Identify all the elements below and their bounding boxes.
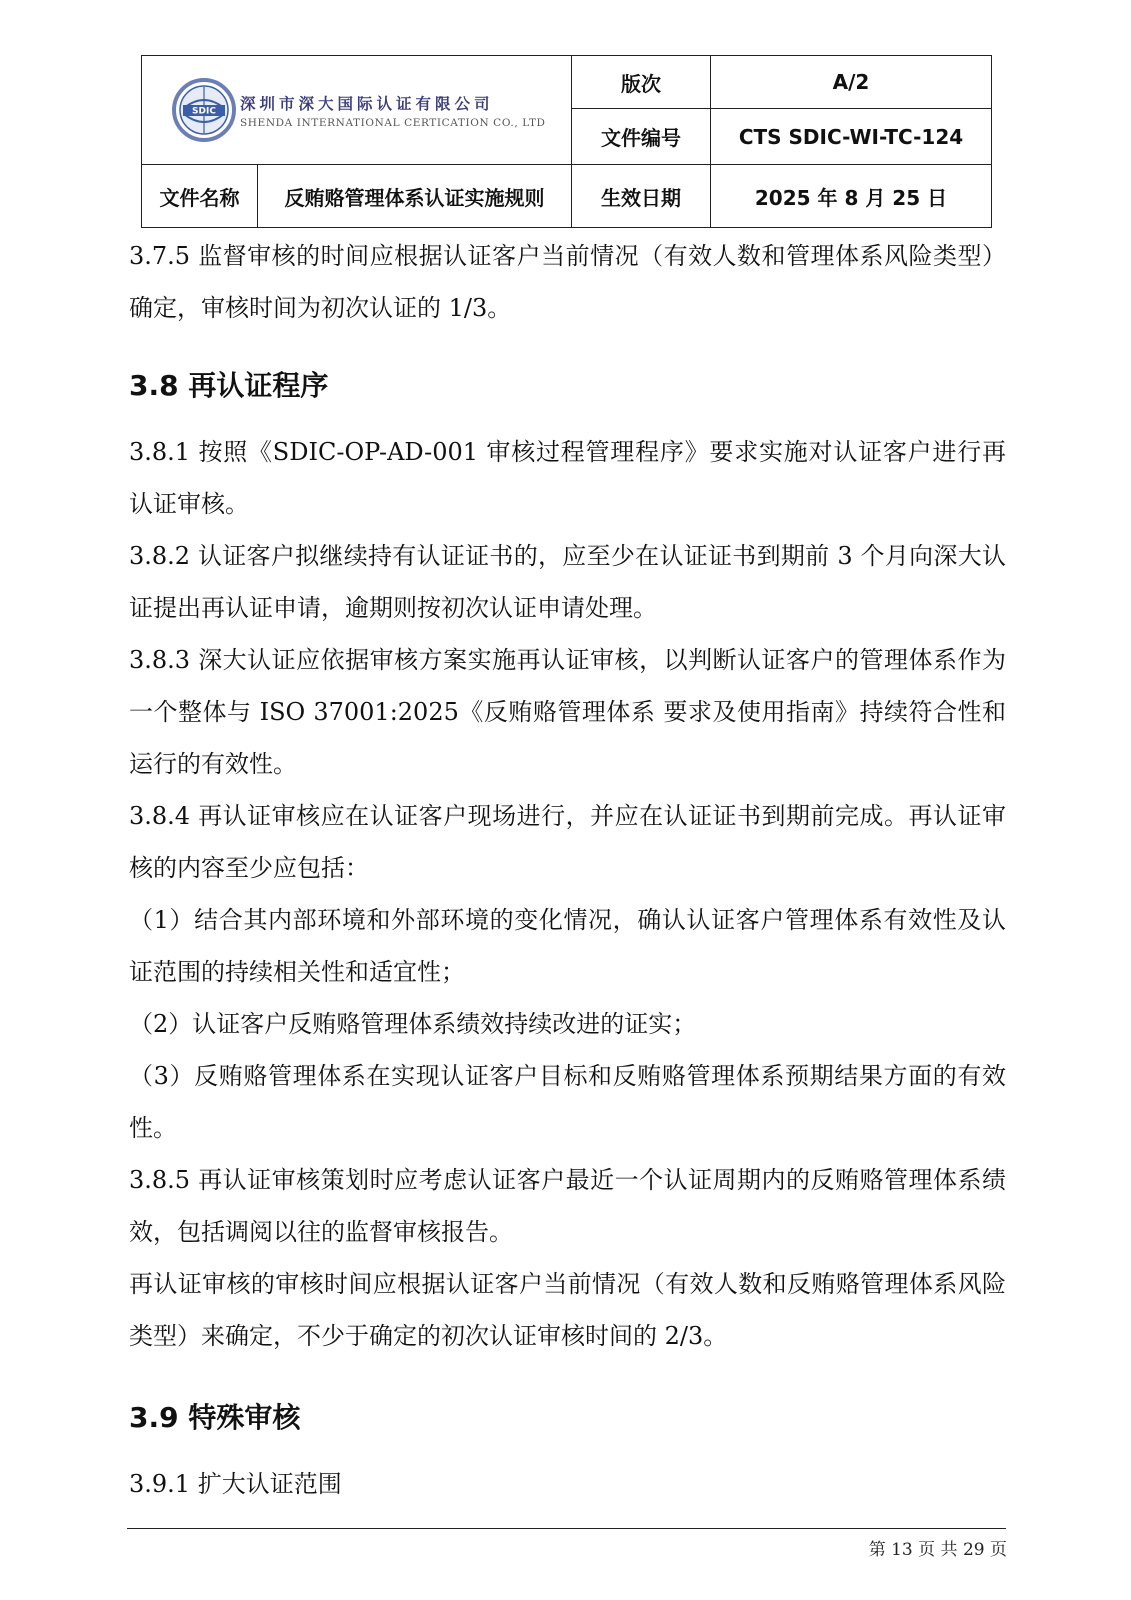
paragraph-3-9-1: 3.9.1 扩大认证范围 — [129, 1470, 342, 1498]
section-heading-3-9: 3.9 特殊审核 — [129, 1401, 301, 1434]
company-name-en: SHENDA INTERNATIONAL CERTICATION CO., LTD — [240, 116, 546, 129]
document-header-table — [141, 55, 992, 228]
version-label: 版次 — [572, 56, 711, 109]
doc-name-label: 文件名称 — [142, 165, 258, 228]
paragraph-recert-time: 再认证审核的审核时间应根据认证客户当前情况（有效人数和反贿赂管理体系风险类型）来确定，不少于确定的初次认证审核时间的 2/3。 — [129, 1270, 1006, 1350]
footer-divider — [127, 1528, 1006, 1529]
paragraph-3-8-2: 3.8.2 认证客户拟继续持有认证证书的，应至少在认证证书到期前 3 个月向深大认证提出再认证申请，逾期则按初次认证申请处理。 — [129, 542, 1006, 622]
effective-date-label: 生效日期 — [572, 165, 711, 228]
company-logo-cell — [142, 56, 572, 165]
doc-name-value: 反贿赂管理体系认证实施规则 — [258, 165, 572, 228]
doc-number-value: CTS SDIC-WI-TC-124 — [711, 109, 992, 165]
doc-number-label: 文件编号 — [572, 109, 711, 165]
section-heading-3-8: 3.8 再认证程序 — [129, 369, 329, 402]
paragraph-3-8-1: 3.8.1 按照《SDIC-OP-AD-001 审核过程管理程序》要求实施对认证客户进行再认证审核。 — [129, 438, 1006, 518]
document-body — [129, 230, 1006, 1510]
page-number: 第 13 页 共 29 页 — [868, 1540, 1007, 1560]
list-item-3: （3）反贿赂管理体系在实现认证客户目标和反贿赂管理体系预期结果方面的有效性。 — [129, 1062, 1006, 1142]
list-item-2: （2）认证客户反贿赂管理体系绩效持续改进的证实； — [129, 1010, 697, 1038]
paragraph-3-7-5: 3.7.5 监督审核的时间应根据认证客户当前情况（有效人数和管理体系风险类型）确定，审核时间为初次认证的 1/3。 — [129, 242, 1006, 322]
company-logo — [172, 78, 236, 142]
version-value: A/2 — [711, 56, 992, 109]
list-item-1: （1）结合其内部环境和外部环境的变化情况，确认认证客户管理体系有效性及认证范围的持续相关性和适宜性； — [129, 906, 1006, 986]
company-name-cn: 深圳市深大国际认证有限公司 — [240, 93, 494, 113]
paragraph-3-8-5: 3.8.5 再认证审核策划时应考虑认证客户最近一个认证周期内的反贿赂管理体系绩效，包括调阅以往的监督审核报告。 — [129, 1166, 1006, 1246]
paragraph-3-8-3: 3.8.3 深大认证应依据审核方案实施再认证审核，以判断认证客户的管理体系作为一个整体与 ISO 37001:2025《反贿赂管理体系 要求及使用指南》持续符合性和运行的有效性。 — [129, 646, 1006, 778]
effective-date-value: 2025 年 8 月 25 日 — [711, 165, 992, 228]
paragraph-3-8-4: 3.8.4 再认证审核应在认证客户现场进行，并应在认证证书到期前完成。再认证审核的内容至少应包括： — [129, 802, 1006, 882]
logo-text: SDIC — [192, 106, 216, 117]
